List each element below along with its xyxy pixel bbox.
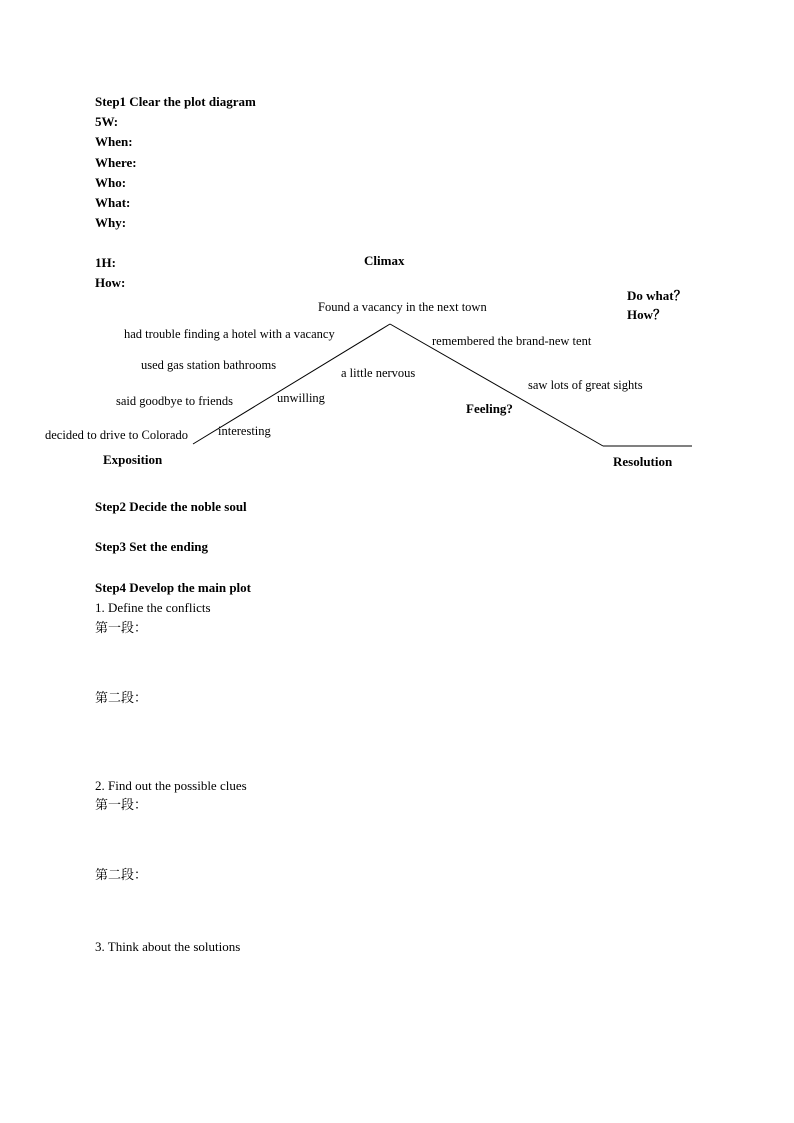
- event-brand-new-tent: remembered the brand-new tent: [432, 334, 592, 348]
- feeling-question: Feeling?: [466, 401, 513, 416]
- who-label: Who:: [95, 175, 127, 190]
- step4-item2-paragraph2: 第二段：: [95, 867, 148, 882]
- step4-item2-paragraph1: 第一段：: [95, 797, 148, 812]
- step4-item1: 1. Define the conflicts: [95, 600, 211, 615]
- when-label: When:: [95, 134, 133, 149]
- event-great-sights: saw lots of great sights: [528, 378, 643, 392]
- feeling-nervous: a little nervous: [341, 366, 416, 380]
- step4-item1-paragraph1: 第一段：: [95, 620, 148, 635]
- one-h-label: 1H:: [95, 255, 116, 270]
- event-goodbye-friends: said goodbye to friends: [116, 394, 233, 408]
- step4-item3: 3. Think about the solutions: [95, 939, 241, 954]
- step1-title: Step1 Clear the plot diagram: [95, 94, 256, 109]
- step4-item2: 2. Find out the possible clues: [95, 778, 247, 793]
- step4-item1-paragraph2: 第二段：: [95, 690, 148, 705]
- feeling-interesting: interesting: [218, 424, 271, 438]
- how-label: How:: [95, 275, 126, 290]
- why-label: Why:: [95, 215, 127, 230]
- step4-title: Step4 Develop the main plot: [95, 580, 251, 595]
- climax-label: Climax: [364, 253, 405, 268]
- event-gas-station: used gas station bathrooms: [141, 358, 277, 372]
- event-trouble-hotel: had trouble finding a hotel with a vacancy: [124, 327, 335, 341]
- what-label: What:: [95, 195, 131, 210]
- five-w-label: 5W:: [95, 114, 119, 129]
- event-found-vacancy: Found a vacancy in the next town: [318, 300, 487, 314]
- step2-title: Step2 Decide the noble soul: [95, 499, 247, 514]
- step3-title: Step3 Set the ending: [95, 539, 209, 554]
- do-what-question: Do what？: [627, 288, 687, 303]
- exposition-label: Exposition: [103, 452, 163, 467]
- resolution-label: Resolution: [613, 454, 673, 469]
- event-drive-colorado: decided to drive to Colorado: [45, 428, 189, 442]
- where-label: Where:: [95, 155, 137, 170]
- how-question: How？: [627, 307, 667, 322]
- feeling-unwilling: unwilling: [277, 391, 325, 405]
